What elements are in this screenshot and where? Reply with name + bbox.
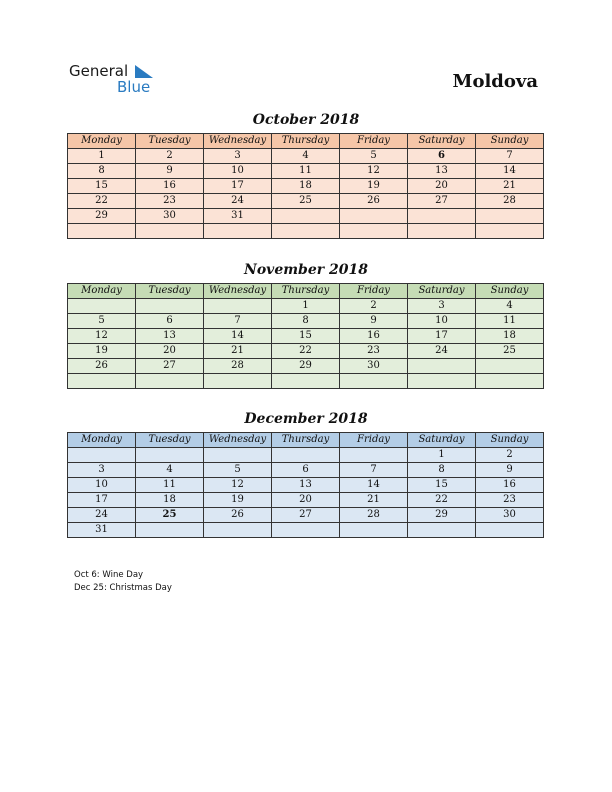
weekday-header: Wednesday: [204, 433, 272, 448]
day-cell: [136, 299, 204, 314]
day-cell: [204, 374, 272, 389]
day-cell: 18: [476, 329, 544, 344]
day-cell: 18: [272, 179, 340, 194]
weekday-header: Thursday: [272, 284, 340, 299]
day-cell: 6: [408, 149, 476, 164]
day-cell: 28: [204, 359, 272, 374]
day-cell: 23: [340, 344, 408, 359]
weekday-header: Thursday: [272, 134, 340, 149]
day-cell: 1: [408, 448, 476, 463]
day-cell: 27: [272, 508, 340, 523]
day-cell: 12: [68, 329, 136, 344]
day-cell: 16: [136, 179, 204, 194]
day-cell: [68, 299, 136, 314]
day-cell: 18: [136, 493, 204, 508]
week-row: [68, 224, 544, 239]
week-row: [68, 523, 544, 538]
day-cell: 17: [204, 179, 272, 194]
day-cell: 19: [204, 493, 272, 508]
day-cell: [340, 523, 408, 538]
day-cell: 31: [68, 523, 136, 538]
day-cell: [272, 523, 340, 538]
weekday-header: Saturday: [408, 433, 476, 448]
month-calendar-table: [67, 283, 544, 389]
day-cell: 20: [408, 179, 476, 194]
week-row: [68, 344, 544, 359]
day-cell: 22: [272, 344, 340, 359]
day-cell: 15: [68, 179, 136, 194]
weekday-header: Saturday: [408, 134, 476, 149]
day-cell: 30: [476, 508, 544, 523]
day-cell: 7: [340, 463, 408, 478]
holiday-note: Oct 6: Wine Day: [74, 570, 144, 580]
day-cell: 29: [68, 209, 136, 224]
day-cell: 19: [68, 344, 136, 359]
week-row: [68, 478, 544, 493]
day-cell: 10: [408, 314, 476, 329]
day-cell: 28: [340, 508, 408, 523]
weekday-header-row: [68, 134, 544, 149]
day-cell: [272, 374, 340, 389]
weekday-header-row: [68, 433, 544, 448]
week-row: [68, 463, 544, 478]
week-row: [68, 448, 544, 463]
day-cell: [340, 209, 408, 224]
day-cell: 28: [476, 194, 544, 209]
day-cell: 30: [136, 209, 204, 224]
week-row: [68, 374, 544, 389]
day-cell: 2: [340, 299, 408, 314]
week-row: [68, 299, 544, 314]
day-cell: 11: [136, 478, 204, 493]
day-cell: 24: [408, 344, 476, 359]
day-cell: 8: [408, 463, 476, 478]
day-cell: [476, 523, 544, 538]
day-cell: 3: [204, 149, 272, 164]
day-cell: 22: [408, 493, 476, 508]
day-cell: 26: [340, 194, 408, 209]
month-title: November 2018: [244, 262, 368, 278]
day-cell: [272, 448, 340, 463]
day-cell: [408, 359, 476, 374]
day-cell: [408, 523, 476, 538]
day-cell: 7: [204, 314, 272, 329]
day-cell: [204, 523, 272, 538]
weekday-header: Monday: [68, 433, 136, 448]
day-cell: 26: [204, 508, 272, 523]
day-cell: 1: [272, 299, 340, 314]
day-cell: 6: [272, 463, 340, 478]
day-cell: 13: [136, 329, 204, 344]
weekday-header: Sunday: [476, 284, 544, 299]
day-cell: [476, 359, 544, 374]
day-cell: [340, 374, 408, 389]
day-cell: [476, 374, 544, 389]
weekday-header: Sunday: [476, 433, 544, 448]
day-cell: 15: [408, 478, 476, 493]
month-calendar-table: [67, 133, 544, 239]
week-row: [68, 314, 544, 329]
week-row: [68, 493, 544, 508]
day-cell: 14: [340, 478, 408, 493]
day-cell: 1: [68, 149, 136, 164]
day-cell: 14: [204, 329, 272, 344]
country-title: Moldova: [452, 71, 538, 92]
day-cell: 8: [272, 314, 340, 329]
weekday-header: Tuesday: [136, 433, 204, 448]
day-cell: 24: [68, 508, 136, 523]
day-cell: 10: [68, 478, 136, 493]
month-title: December 2018: [244, 411, 368, 427]
day-cell: 9: [136, 164, 204, 179]
weekday-header: Monday: [68, 134, 136, 149]
day-cell: [68, 374, 136, 389]
day-cell: 26: [68, 359, 136, 374]
holiday-note: Dec 25: Christmas Day: [74, 583, 172, 593]
week-row: [68, 329, 544, 344]
day-cell: 17: [408, 329, 476, 344]
week-row: [68, 194, 544, 209]
day-cell: 7: [476, 149, 544, 164]
day-cell: 20: [136, 344, 204, 359]
day-cell: [204, 299, 272, 314]
day-cell: 4: [136, 463, 204, 478]
day-cell: [340, 448, 408, 463]
day-cell: 20: [272, 493, 340, 508]
day-cell: 14: [476, 164, 544, 179]
weekday-header: Friday: [340, 433, 408, 448]
weekday-header: Monday: [68, 284, 136, 299]
day-cell: 4: [476, 299, 544, 314]
day-cell: 24: [204, 194, 272, 209]
day-cell: 9: [340, 314, 408, 329]
day-cell: 10: [204, 164, 272, 179]
day-cell: 25: [136, 508, 204, 523]
day-cell: [136, 224, 204, 239]
day-cell: 15: [272, 329, 340, 344]
day-cell: 23: [136, 194, 204, 209]
day-cell: 29: [272, 359, 340, 374]
day-cell: 27: [408, 194, 476, 209]
weekday-header: Saturday: [408, 284, 476, 299]
month-title: October 2018: [252, 112, 360, 128]
day-cell: [136, 374, 204, 389]
week-row: [68, 359, 544, 374]
week-row: [68, 508, 544, 523]
day-cell: 22: [68, 194, 136, 209]
day-cell: 4: [272, 149, 340, 164]
day-cell: 27: [136, 359, 204, 374]
day-cell: 3: [68, 463, 136, 478]
day-cell: 31: [204, 209, 272, 224]
day-cell: 2: [136, 149, 204, 164]
day-cell: 13: [272, 478, 340, 493]
day-cell: [408, 209, 476, 224]
day-cell: 5: [340, 149, 408, 164]
day-cell: [68, 448, 136, 463]
day-cell: [204, 224, 272, 239]
day-cell: 19: [340, 179, 408, 194]
day-cell: 25: [272, 194, 340, 209]
holiday-notes: [74, 569, 172, 595]
weekday-header: Tuesday: [136, 134, 204, 149]
weekday-header-row: [68, 284, 544, 299]
day-cell: 17: [68, 493, 136, 508]
day-cell: 30: [340, 359, 408, 374]
day-cell: 23: [476, 493, 544, 508]
day-cell: 29: [408, 508, 476, 523]
week-row: [68, 209, 544, 224]
month-calendar-table: [67, 432, 544, 538]
day-cell: [272, 224, 340, 239]
weekday-header: Tuesday: [136, 284, 204, 299]
day-cell: 8: [68, 164, 136, 179]
week-row: [68, 179, 544, 194]
day-cell: [476, 224, 544, 239]
day-cell: 21: [476, 179, 544, 194]
day-cell: 16: [476, 478, 544, 493]
day-cell: [340, 224, 408, 239]
day-cell: [408, 374, 476, 389]
logo-text-blue: Blue: [117, 78, 151, 96]
weekday-header: Sunday: [476, 134, 544, 149]
weekday-header: Wednesday: [204, 134, 272, 149]
day-cell: 21: [340, 493, 408, 508]
week-row: [68, 164, 544, 179]
day-cell: 21: [204, 344, 272, 359]
day-cell: [272, 209, 340, 224]
weekday-header: Wednesday: [204, 284, 272, 299]
day-cell: 6: [136, 314, 204, 329]
day-cell: [408, 224, 476, 239]
day-cell: 5: [68, 314, 136, 329]
day-cell: 3: [408, 299, 476, 314]
day-cell: 11: [476, 314, 544, 329]
day-cell: 16: [340, 329, 408, 344]
week-row: [68, 149, 544, 164]
day-cell: 5: [204, 463, 272, 478]
day-cell: 2: [476, 448, 544, 463]
weekday-header: Thursday: [272, 433, 340, 448]
day-cell: [68, 224, 136, 239]
logo-text-general: General: [69, 62, 129, 80]
day-cell: 12: [340, 164, 408, 179]
day-cell: 11: [272, 164, 340, 179]
day-cell: 9: [476, 463, 544, 478]
day-cell: [476, 209, 544, 224]
day-cell: [136, 448, 204, 463]
day-cell: [136, 523, 204, 538]
day-cell: 25: [476, 344, 544, 359]
day-cell: 12: [204, 478, 272, 493]
day-cell: [204, 448, 272, 463]
weekday-header: Friday: [340, 134, 408, 149]
logo-triangle-icon: [135, 65, 153, 79]
day-cell: 13: [408, 164, 476, 179]
weekday-header: Friday: [340, 284, 408, 299]
